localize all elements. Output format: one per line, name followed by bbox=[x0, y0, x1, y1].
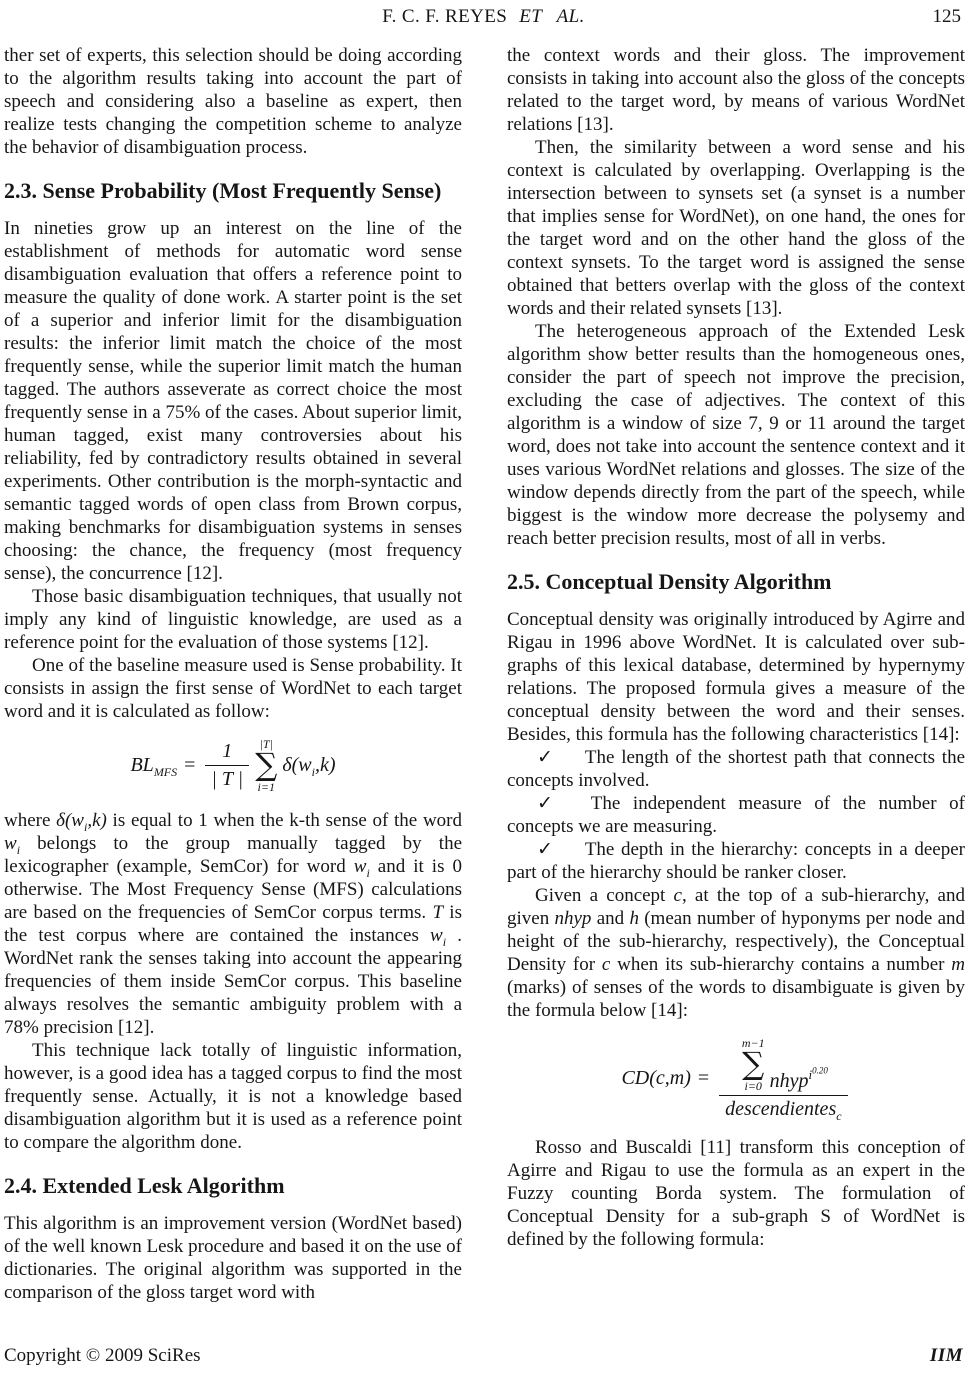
text-run: Given a concept bbox=[535, 885, 674, 906]
text-run: The independent measure of the number of concepts we are measuring. bbox=[507, 793, 965, 837]
math-var: m bbox=[951, 954, 965, 975]
text-run: , at the top of a sub-hierarchy, and given bbox=[507, 885, 965, 929]
text-run: Then, the similarity between a word sense and his context is calculated by overlapping. Overlapping is the intersection between to synsets set (a synset is a number that implies sense for WordNet), on one hand, the ones for the target word and on the other hand the gloss of the context synsets. To the target word is assigned the sense obtained that betters overlap with the gloss of the context words and their related synsets [13]. bbox=[507, 137, 965, 319]
body-paragraph bbox=[507, 320, 965, 550]
left-column bbox=[4, 44, 462, 1304]
page-footer bbox=[4, 1345, 963, 1367]
text-run: . WordNet rank the senses taking into account the appearing frequencies of them inside SemCor corpus. This baseline always resolves the semantic ambiguity problem with a 78% precision [12]. bbox=[4, 924, 462, 1038]
running-title-etal: ET AL. bbox=[519, 6, 585, 27]
page-header bbox=[4, 6, 963, 34]
math-var: w bbox=[4, 832, 17, 854]
denominator: descendientes$_c$ bbox=[719, 1095, 847, 1121]
text-run: In nineties grow up an interest on the line of the establishment of methods for automatic word sense disambiguation evaluation that offers a reference point to measure the quality of done work. A starter point is the set of a superior and inferior limit for the disambiguation results: the inferior limit match the choice of the most frequently sense, while the superior limit match the human tagged. The authors asseverate as correct choice the most frequently sense in a 75% of the cases. About superior limit, human tagged, exist many controversies about his reliability, fed by contradictory results obtained in several experiments. Other contribution is the morph-syntactic and semantic tagged words of open class from Brown corpus, making benchmarks for disambiguation systems in senses choosing: the chance, the frequency (most frequency sense), the concurrence [12]. bbox=[4, 218, 463, 584]
text-run: is the test corpus where are contained the instances bbox=[4, 901, 462, 946]
text-run: The length of the shortest path that connects the concepts involved. bbox=[507, 747, 965, 791]
section-heading: 2.4. Extended Lesk Algorithm bbox=[4, 1172, 285, 1198]
body-paragraph bbox=[507, 608, 965, 746]
formula-lhs: CD(c,m) bbox=[621, 1067, 691, 1090]
check-icon: ✓ bbox=[537, 839, 555, 860]
checklist-item bbox=[507, 792, 965, 838]
formula-bl-mfs bbox=[4, 738, 462, 794]
text-run: and bbox=[591, 908, 630, 929]
body-paragraph bbox=[507, 884, 965, 1022]
text-run: ther set of experts, this selection should be doing according to the algorithm results taking into account the part of speech and considering also a baseline as expert, then realize tests changing the competition scheme to analyze the behavior of disambiguation process. bbox=[4, 45, 462, 158]
check-icon: ✓ bbox=[537, 747, 555, 768]
body-paragraph bbox=[4, 217, 462, 585]
formula-rhs: $\delta(w_i,k)$ bbox=[282, 754, 336, 780]
math-var: T bbox=[432, 901, 444, 923]
section-heading: 2.3. Sense Probability (Most Frequently Sense) bbox=[4, 178, 442, 203]
text-run: (mean number of hyponyms per node and height of the sub-hierarchy, respectively), the Conceptual Density for bbox=[507, 908, 966, 975]
math-var: ,k) bbox=[87, 809, 107, 831]
text-run: is equal to 1 when the k-th sense of the word bbox=[106, 809, 463, 831]
body-paragraph bbox=[4, 1039, 462, 1154]
text-run: One of the baseline measure used is Sense probability. It consists in assign the first sense of WordNet to each target word and it is calculated as follow: bbox=[4, 655, 462, 722]
equals-sign: = bbox=[697, 1067, 710, 1090]
equals-sign: = bbox=[184, 754, 196, 777]
math-subscript: i bbox=[442, 934, 447, 949]
formula-lhs: $BL_{MFS}$ bbox=[130, 754, 178, 780]
summation bbox=[255, 738, 277, 794]
denominator: | T | bbox=[205, 765, 249, 791]
exponent-power: 0.20 bbox=[812, 1065, 828, 1076]
math-var: c bbox=[601, 954, 611, 975]
sum-lower-limit: i=1 bbox=[257, 779, 275, 794]
math-subscript: i bbox=[16, 842, 21, 857]
text-run: belongs to the group manually tagged by the lexicographer (example, SemCor) for word bbox=[4, 832, 462, 877]
text-run: Those basic disambiguation techniques, that usually not imply any kind of linguistic knowledge, are used as a reference point for the evaluation of those systems [12]. bbox=[4, 586, 462, 653]
text-run: the context words and their gloss. The improvement consists in taking into account also the gloss of the concepts related to the target word, by means of various WordNet relations [13]. bbox=[507, 45, 965, 135]
sum-lower-limit: i=0 bbox=[744, 1078, 762, 1093]
running-title-authors: F. C. F. REYES bbox=[382, 6, 508, 27]
math-var: c bbox=[673, 885, 682, 906]
copyright-notice: Copyright © 2009 SciRes bbox=[4, 1345, 201, 1366]
body-paragraph bbox=[4, 1212, 462, 1304]
text-run: when its sub-hierarchy contains a number bbox=[610, 954, 952, 975]
formula-conceptual-density bbox=[507, 1037, 965, 1121]
math-var: w bbox=[353, 855, 367, 877]
checklist-item bbox=[507, 746, 965, 792]
text-run: where bbox=[4, 809, 57, 831]
checklist-item bbox=[507, 838, 965, 884]
math-var: w bbox=[430, 924, 443, 946]
body-paragraph bbox=[4, 585, 462, 654]
exponent: i0.20 bbox=[808, 1065, 828, 1083]
right-column bbox=[507, 44, 965, 1304]
running-title bbox=[4, 6, 963, 28]
two-column-body bbox=[4, 44, 965, 1304]
text-run: The heterogeneous approach of the Extended Lesk algorithm show better results than the homogeneous ones, consider the part of speech not improve the precision, excluding the case of adjectives. The context of this algorithm is a window of size 7, 9 or 11 around the target word, does not take into account the sentence context and it uses various WordNet relations and glosses. The size of the window depends directly from the part of the speech, while biggest is the window more decrease the polysemy and reach better precision results, most of all in verbs. bbox=[507, 321, 965, 549]
text-run: and it is 0 otherwise. The Most Frequency Sense (MFS) calculations are based on the frequencies of SemCor corpus terms. bbox=[4, 855, 462, 923]
math-subscript: i bbox=[83, 819, 88, 834]
sum-upper-limit: |T| bbox=[259, 737, 273, 751]
sum-upper-limit: m−1 bbox=[741, 1036, 765, 1050]
body-paragraph bbox=[507, 1136, 965, 1251]
body-paragraph bbox=[4, 44, 462, 159]
page-number: 125 bbox=[932, 6, 961, 27]
sigma-symbol: ∑ bbox=[255, 747, 278, 784]
section-heading: 2.5. Conceptual Density Algorithm bbox=[507, 569, 832, 594]
text-run: This technique lack totally of linguistic information, however, is a good idea has a tagged corpus to find the most frequently sense. Actually, it is not a knowledge based disambiguation algorithm but it is used as a reference point to compare the algorithm done. bbox=[4, 1039, 462, 1153]
body-paragraph bbox=[4, 809, 462, 1039]
text-run: This algorithm is an improvement version (WordNet based) of the well known Lesk procedure and based it on the use of dictionaries. The original algorithm was supported in the comparison of the gloss target word with bbox=[4, 1212, 462, 1303]
text-run: Rosso and Buscaldi [11] transform this conception of Agirre and Rigau to use the formula as an expert in the Fuzzy counting Borda system. The formulation of Conceptual Density for a sub-graph S of WordNet is defined by the following formula: bbox=[507, 1136, 965, 1250]
fraction bbox=[205, 740, 249, 791]
check-icon: ✓ bbox=[537, 793, 561, 814]
fraction bbox=[719, 1037, 847, 1121]
sum-term: nhyp$^{i^{0.20}}$ bbox=[769, 1065, 828, 1092]
math-var: δ(w bbox=[56, 809, 84, 831]
body-paragraph bbox=[507, 44, 965, 136]
body-paragraph bbox=[4, 654, 462, 723]
math-var: h bbox=[629, 908, 639, 929]
journal-abbreviation: IIM bbox=[929, 1345, 963, 1366]
math-subscript: i bbox=[366, 865, 370, 880]
body-paragraph bbox=[507, 136, 965, 320]
numerator: 1 bbox=[222, 740, 233, 763]
text-run: (marks) of senses of the words to disambiguate is given by the formula below [14]: bbox=[507, 977, 965, 1021]
numerator bbox=[733, 1037, 834, 1095]
sigma-symbol: ∑ bbox=[742, 1046, 765, 1083]
text-run: The depth in the hierarchy: concepts in a deeper part of the hierarchy should be ranker closer. bbox=[507, 839, 965, 883]
text-run: Conceptual density was originally introduced by Agirre and Rigau in 1996 above WordNet. It is calculated over sub-graphs of this lexical database, determined by hypernymy relations. The proposed formula gives a measure of the conceptual density between the word and their senses. Besides, this formula has the following characteristics [14]: bbox=[507, 609, 965, 745]
summation bbox=[742, 1037, 765, 1093]
math-var: nhyp bbox=[554, 908, 592, 929]
